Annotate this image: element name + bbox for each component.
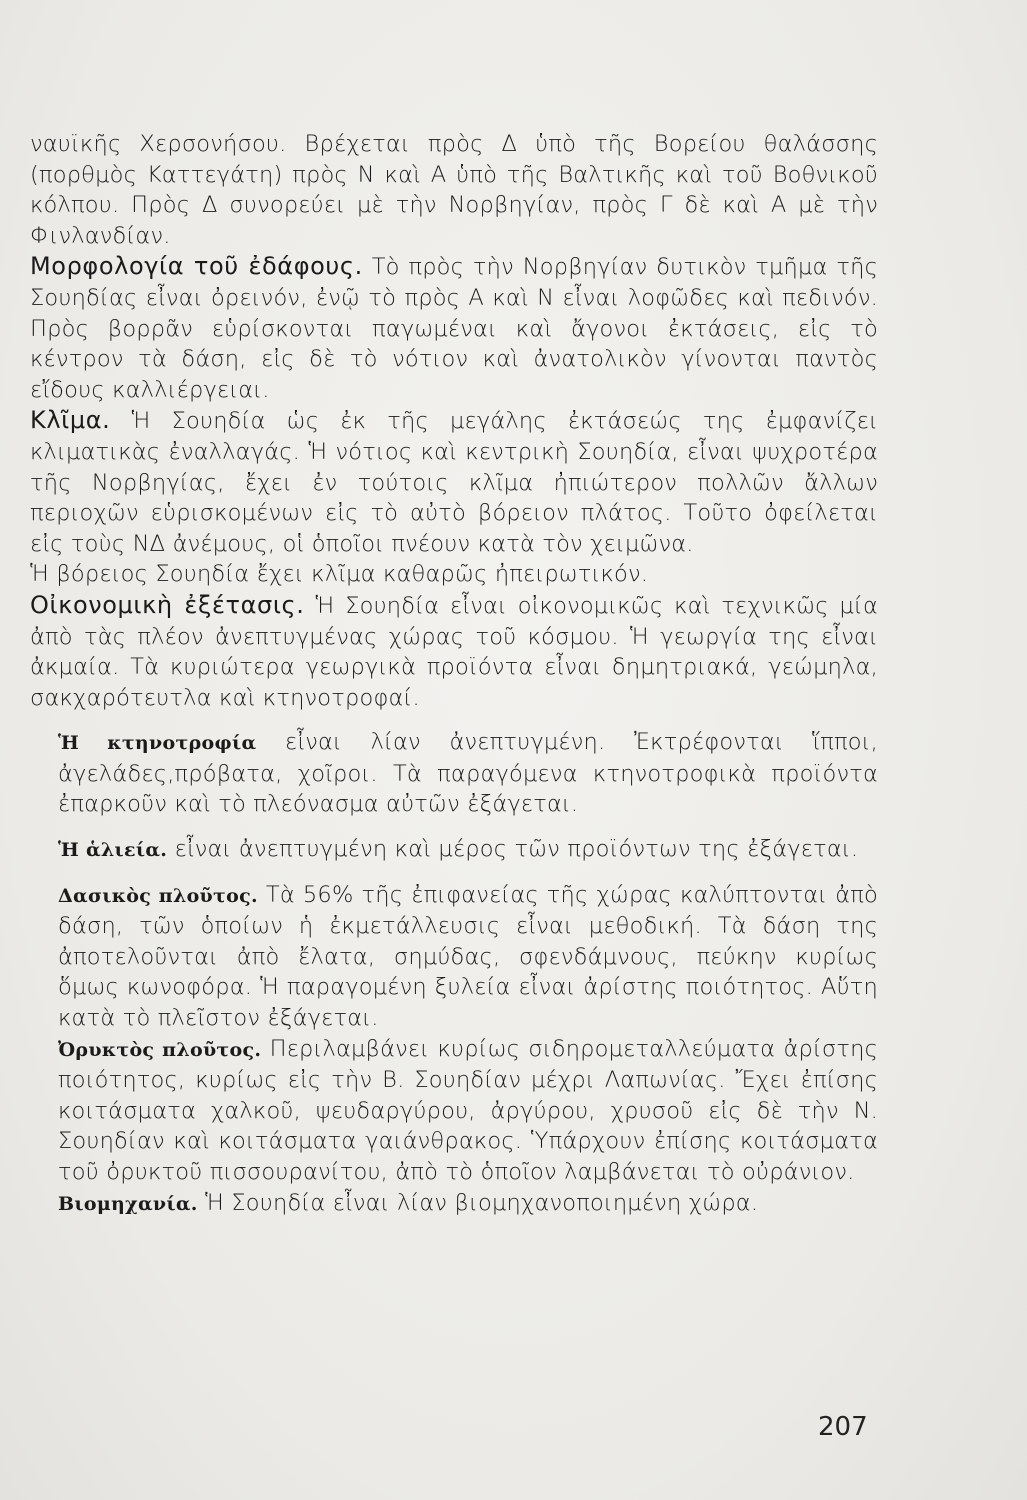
livestock-text: εἶναι λίαν ἀνεπτυγμένη. Ἐκτρέφονται ἵπποι, ἀγελάδες,πρόβατα, χοῖροι. Τὰ παραγόμενα κτηνοτροφικὰ προϊόντα ἐπαρκοῦν καὶ τὸ πλεόνασμα αὐτῶν ἐξάγεται. [58,729,878,818]
mineral-heading: Ὀρυκτὸς πλοῦτος. [58,1038,262,1061]
industry-text: Ἡ Σουηδία εἶναι λίαν βιομηχανοποιημένη χώρα. [197,1189,759,1216]
spacer [30,866,878,880]
climate-heading: Κλῖμα. [30,406,111,435]
intro-paragraph [30,129,878,251]
climate-text: Ἡ Σουηδία ὡς ἐκ τῆς μεγάλης ἐκτάσεώς της ἐμφανίζει κλιματικὰς ἐναλλαγάς. Ἡ νότιος καὶ κεντρικὴ Σουηδία, εἶναι ψυχροτέρα τῆς Νορβηγίας, ἔχει ἐν τούτοις κλῖμα ἠπιώτερον πολλῶν ἄλλων περιοχῶν εὑρισκομένων εἰς τὸ αὐτὸ βόρειον πλάτος. Τοῦτο ὀφείλεται εἰς τοὺς ΝΔ ἀνέμους, οἱ ὁποῖοι πνέουν κατὰ τὸν χειμῶνα. [30,408,878,557]
forest-paragraph [30,880,878,1034]
economy-paragraph [30,590,878,713]
forest-text: Τὰ 56% τῆς ἐπιφανείας τῆς χώρας καλύπτονται ἀπὸ δάση, τῶν ὁποίων ἡ ἐκμετάλλευσις εἶναι μεθοδική. Τὰ δάση της ἀποτελοῦνται ἀπὸ ἔλατα, σημύδας, σφενδάμνους, πεύκην κυρίως ὅμως κωνοφόρα. Ἡ παραγομένη ξυλεία εἶναι ἀρίστης ποιότητος. Αὕτη κατὰ τὸ πλεῖστον ἐξάγεται. [58,881,878,1032]
morphology-heading: Μορφολογία τοῦ ἐδάφους. [30,252,363,281]
morphology-paragraph [30,251,878,405]
spacer [30,820,878,834]
industry-heading: Βιομηχανία. [58,1192,198,1215]
mineral-text: Περιλαμβάνει κυρίως σιδηρομεταλλεύματα ἀρίστης ποιότητος, κυρίως εἰς τὴν Β. Σουηδίαν μέχρι Λαπωνίας. Ἔχει ἐπίσης κοιτάσματα χαλκοῦ, ψευδαργύρου, ἀργύρου, χρυσοῦ εἰς δὲ τὴν Ν. Σουηδίαν καὶ κοιτάσματα γαιάνθρακος. Ὑπάρχουν ἐπίσης κοιτάσματα τοῦ ὀρυκτοῦ πισσουρανίτου, ἀπὸ τὸ ὁποῖον λαμβάνεται τὸ οὐράνιον. [58,1035,878,1185]
climate-paragraph-2 [30,559,878,590]
fishing-paragraph [30,834,878,866]
fishing-text: εἶναι ἀνεπτυγμένη καὶ μέρος τῶν προϊόντων της ἐξάγεται. [167,836,859,863]
morphology-text: Τὸ πρὸς τὴν Νορβηγίαν δυτικὸν τμῆμα τῆς Σουηδίας εἶναι ὀρεινόν, ἐνῷ τὸ πρὸς Α καὶ Ν εἶναι λοφῶδες καὶ πεδινόν. Πρὸς βορρᾶν εὑρίσκονται παγωμέναι καὶ ἄγονοι ἐκτάσεις, εἰς τὸ κέντρον τὰ δάση, εἰς δὲ τὸ νότιον καὶ ἀνατολικὸν γίνονται παντὸς εἴδους καλλιέργειαι. [30,254,878,403]
forest-heading: Δασικὸς πλοῦτος. [58,884,258,907]
intro-text: ναυϊκῆς Χερσονήσου. Βρέχεται πρὸς Δ ὑπὸ τῆς Βορείου θαλάσσης (πορθμὸς Καττεγάτη) πρὸς Ν καὶ Α ὑπὸ τῆς Βαλτικῆς καὶ τοῦ Βοθνικοῦ κόλπου. Πρὸς Δ συνορεύει μὲ τὴν Νορβηγίαν, πρὸς Γ δὲ καὶ Α μὲ τὴν Φινλανδίαν. [30,131,878,249]
economy-text: Ἡ Σουηδία εἶναι οἰκονομικῶς καὶ τεχνικῶς μία ἀπὸ τὰς πλέον ἀνεπτυγμένας χώρας τοῦ κόσμου. Ἡ γεωργία της εἶναι ἀκμαία. Τὰ κυριώτερα γεωργικὰ προϊόντα εἶναι δημητριακά, γεώμηλα, σακχαρότευτλα καὶ κτηνοτροφαί. [30,592,879,711]
fishing-heading: Ἡ ἁλιεία. [58,839,168,862]
livestock-paragraph [30,727,878,820]
climate-paragraph [30,405,878,559]
economy-heading: Οἰκονομικὴ ἐξέτασις. [30,590,305,619]
climate-text-2: Ἡ βόρειος Σουηδία ἔχει κλῖμα καθαρῶς ἠπειρωτικόν. [30,561,649,588]
industry-paragraph [30,1188,878,1220]
mineral-paragraph [30,1034,878,1188]
page-body [30,129,878,1219]
livestock-heading: Ἡ κτηνοτροφία [58,732,257,755]
spacer [30,713,878,727]
page-number: 207 [818,1412,868,1442]
